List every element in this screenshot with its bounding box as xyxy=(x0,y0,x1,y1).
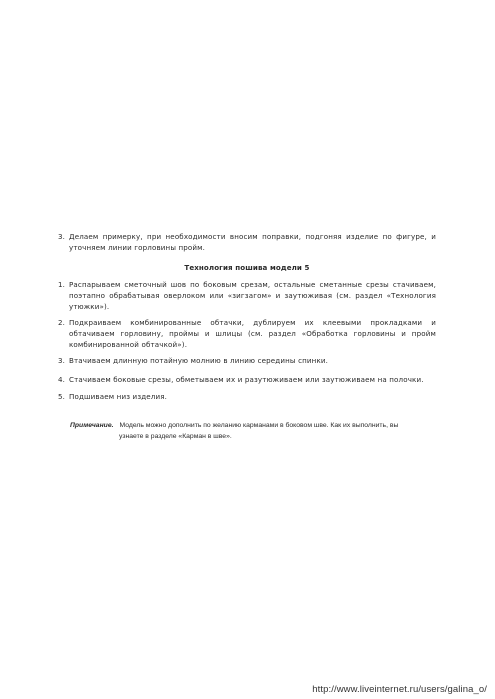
step-text: Делаем примерку, при необходимости вносим поправки, подгоняя изделие по фигуре, и уточняем линии горловины пройм. xyxy=(69,232,436,252)
step-number: 4. xyxy=(58,375,66,384)
list-item xyxy=(58,391,436,402)
section-heading: Технология пошива модели 5 xyxy=(184,263,310,272)
step-text: Распарываем сметочный шов по боковым срезам, остальные сметанные срезы стачиваем, поэтапно обрабатывая оверлоком или «зигзагом» и заутюживая (см. раздел «Технология утюжки»). xyxy=(69,280,436,311)
note-label: Примечание. xyxy=(70,422,114,429)
list-item xyxy=(58,355,436,366)
step-number: 3. xyxy=(58,232,66,241)
step-text: Втачиваем длинную потайную молнию в линию середины спинки. xyxy=(69,356,329,365)
step-number: 2. xyxy=(58,318,66,327)
list-item xyxy=(58,374,436,385)
footer-url: http://www.liveinternet.ru/users/galina_o/ xyxy=(312,684,487,695)
list-item xyxy=(58,231,436,253)
step-text: Стачиваем боковые срезы, обметываем их и разутюживаем или заутюживаем на полочки. xyxy=(69,375,424,384)
list-item xyxy=(58,279,436,312)
note-line-2: узнаете в разделе «Карман в шве». xyxy=(119,433,232,440)
list-item xyxy=(58,317,436,350)
step-number: 5. xyxy=(58,392,66,401)
step-list-top xyxy=(58,231,436,253)
step-text: Подшиваем низ изделия. xyxy=(69,392,168,401)
note-text-1: Модель можно дополнить по желанию карманами в боковом шве. Как их выполнить, вы xyxy=(119,422,399,429)
step-number: 1. xyxy=(58,280,66,289)
step-list-main xyxy=(58,279,436,402)
step-number: 3. xyxy=(58,356,66,365)
step-text: Подкраиваем комбинированные обтачки, дублируем их клеевыми прокладками и обтачиваем горловину, проймы и шлицы (см. раздел «Обработка горловины и пройм комбинированной обтачкой»). xyxy=(69,318,436,349)
note-line-1 xyxy=(70,420,440,431)
note-block xyxy=(70,420,440,442)
